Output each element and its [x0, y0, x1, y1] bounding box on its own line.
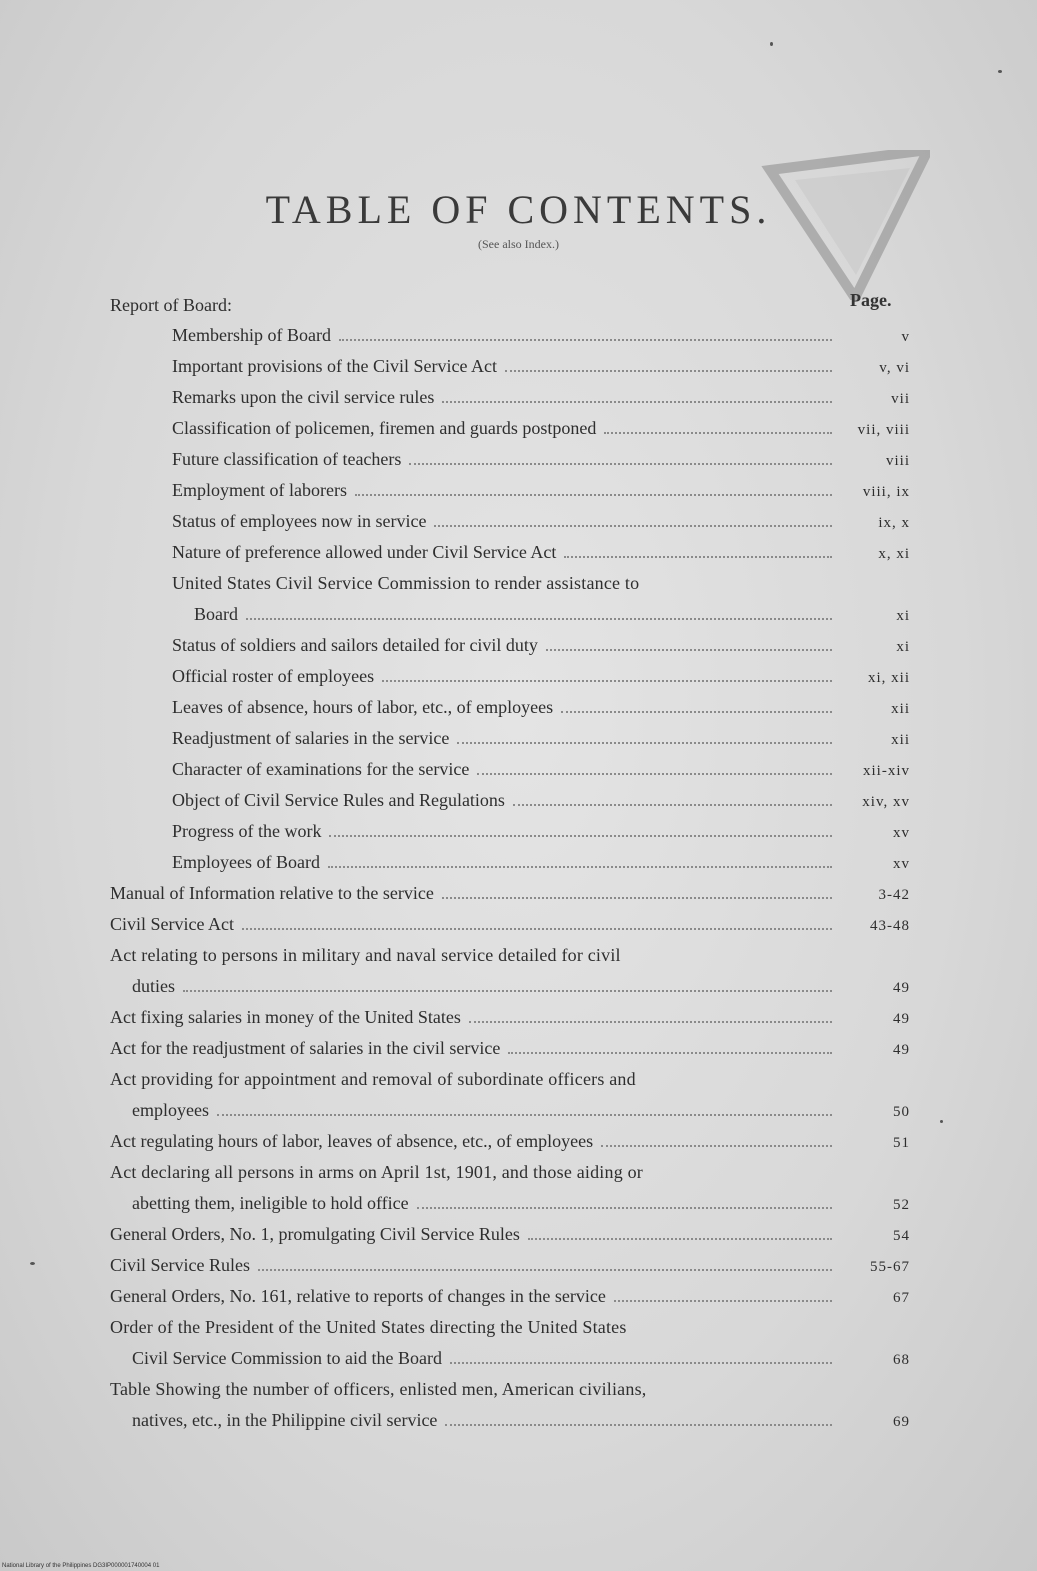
dot-leader [513, 804, 832, 806]
dot-leader [601, 1145, 832, 1147]
toc-entry-page: xi, xii [867, 670, 910, 686]
toc-entry [110, 1033, 910, 1064]
toc-entry-text: natives, etc., in the Philippine civil service [132, 1410, 438, 1430]
dot-leader [183, 990, 832, 992]
toc-entry-text: Employees of Board [172, 852, 320, 872]
toc-entry-text: General Orders, No. 161, relative to reports of changes in the service [110, 1286, 606, 1306]
toc-entry-text: Classification of policemen, firemen and guards postponed [172, 418, 597, 438]
toc-entry [110, 1250, 910, 1281]
scan-speck [940, 1120, 943, 1123]
dot-leader [417, 1207, 832, 1209]
dot-leader [442, 897, 832, 899]
toc-entry-text: Official roster of employees [172, 666, 375, 686]
dot-leader [564, 556, 832, 558]
dot-leader [246, 618, 832, 620]
toc-entry-page: v [901, 329, 910, 345]
toc-entry [110, 692, 910, 723]
toc-entry [110, 1219, 910, 1250]
dot-leader [614, 1300, 832, 1302]
toc-entry-page: xii-xiv [863, 763, 910, 779]
toc-entry [110, 1002, 910, 1033]
table-of-contents [110, 290, 910, 1436]
toc-entry [110, 444, 910, 475]
dot-leader [561, 711, 832, 713]
toc-entry-text: United States Civil Service Commission to render assistance to [172, 573, 640, 593]
toc-entry-page: 54 [893, 1228, 910, 1244]
toc-entry-page: x, xi [878, 546, 910, 562]
toc-entries [110, 320, 910, 1436]
toc-entry-page: v, vi [879, 360, 910, 376]
toc-entry-page: 55-67 [870, 1259, 910, 1275]
toc-entry [110, 506, 910, 537]
toc-entry-text: Future classification of teachers [172, 449, 402, 469]
toc-entry-text: Leaves of absence, hours of labor, etc., of employees [172, 697, 554, 717]
dot-leader [445, 1424, 832, 1426]
toc-entry-text: Status of soldiers and sailors detailed for civil duty [172, 635, 538, 655]
toc-entry-page: xv [893, 825, 910, 841]
toc-entry [110, 754, 910, 785]
toc-entry-text: Readjustment of salaries in the service [172, 728, 450, 748]
toc-entry [110, 878, 910, 909]
toc-entry-page: ix, x [878, 515, 910, 531]
toc-entry-text: Nature of preference allowed under Civil Service Act [172, 542, 557, 562]
section-heading-report-of-board: Report of Board: [110, 295, 232, 315]
toc-entry-page: xv [893, 856, 910, 872]
toc-entry [110, 413, 910, 444]
dot-leader [508, 1052, 832, 1054]
dot-leader [242, 928, 832, 930]
toc-entry-page: xii [891, 701, 910, 717]
toc-entry-text: Civil Service Commission to aid the Board [132, 1348, 442, 1368]
toc-entry-text: abetting them, ineligible to hold office [132, 1193, 409, 1213]
toc-entry-page: viii [885, 453, 910, 469]
toc-entry [110, 1312, 910, 1374]
toc-entry-text: employees [132, 1100, 209, 1120]
toc-entry-page: 3-42 [878, 887, 910, 903]
toc-entry-text: duties [132, 976, 175, 996]
dot-leader [528, 1238, 832, 1240]
toc-entry [110, 568, 910, 630]
toc-entry-text: Character of examinations for the service [172, 759, 470, 779]
scan-speck [30, 1262, 35, 1265]
toc-entry-text: Employment of laborers [172, 480, 347, 500]
toc-entry-text: Important provisions of the Civil Service Act [172, 356, 497, 376]
toc-entry-page: 52 [893, 1197, 910, 1213]
archive-footer: National Library of the Philippines DG3IP000001740004 01 [2, 1563, 160, 1569]
toc-entry-page: 51 [893, 1135, 910, 1151]
toc-entry-text: Act declaring all persons in arms on April 1st, 1901, and those aiding or [110, 1162, 644, 1182]
toc-entry-text: Object of Civil Service Rules and Regulations [172, 790, 505, 810]
toc-entry-text: Table Showing the number of officers, enlisted men, American civilians, [110, 1379, 647, 1399]
toc-entry [110, 475, 910, 506]
toc-entry [110, 1064, 910, 1126]
dot-leader [442, 401, 832, 403]
toc-entry-page: 49 [893, 1042, 910, 1058]
toc-entry [110, 847, 910, 878]
dot-leader [505, 370, 832, 372]
dot-leader [339, 339, 832, 341]
toc-entry-text: Progress of the work [172, 821, 322, 841]
toc-entry-text: Act providing for appointment and removal of subordinate officers and [110, 1069, 636, 1089]
toc-entry-text: Status of employees now in service [172, 511, 427, 531]
toc-entry-page: xii [891, 732, 910, 748]
toc-entry [110, 320, 910, 351]
toc-entry [110, 940, 910, 1002]
toc-entry-page: 49 [893, 1011, 910, 1027]
toc-entry [110, 785, 910, 816]
toc-entry-page: xi [896, 639, 910, 655]
toc-entry-page: 68 [893, 1352, 910, 1368]
toc-entry-text: Board [194, 604, 238, 624]
toc-entry-text: Membership of Board [172, 325, 331, 345]
toc-entry-text: Act regulating hours of labor, leaves of absence, etc., of employees [110, 1131, 594, 1151]
toc-entry-page: vii [891, 391, 910, 407]
dot-leader [546, 649, 832, 651]
toc-entry-text: Act relating to persons in military and naval service detailed for civil [110, 945, 621, 965]
toc-entry-page: 50 [893, 1104, 910, 1120]
toc-entry [110, 382, 910, 413]
toc-entry-text: General Orders, No. 1, promulgating Civil Service Rules [110, 1224, 520, 1244]
toc-entry [110, 351, 910, 382]
toc-entry [110, 816, 910, 847]
toc-entry [110, 723, 910, 754]
toc-entry-text: Civil Service Rules [110, 1255, 250, 1275]
scan-speck [770, 42, 773, 46]
dot-leader [604, 432, 832, 434]
dot-leader [328, 866, 832, 868]
toc-entry-text: Act fixing salaries in money of the United States [110, 1007, 461, 1027]
dot-leader [355, 494, 832, 496]
toc-entry-text: Civil Service Act [110, 914, 234, 934]
dot-leader [382, 680, 832, 682]
dot-leader [457, 742, 832, 744]
toc-entry [110, 1374, 910, 1436]
page-subtitle: (See also Index.) [478, 237, 559, 251]
page-column-label: Page. [850, 290, 892, 310]
dot-leader [477, 773, 832, 775]
dot-leader [469, 1021, 832, 1023]
toc-entry [110, 537, 910, 568]
toc-entry-text: Remarks upon the civil service rules [172, 387, 435, 407]
scan-speck [998, 70, 1002, 73]
toc-entry-page: viii, ix [862, 484, 910, 500]
toc-entry [110, 1126, 910, 1157]
toc-entry [110, 630, 910, 661]
dot-leader [450, 1362, 832, 1364]
toc-entry [110, 1157, 910, 1219]
toc-entry-text: Order of the President of the United States directing the United States [110, 1317, 627, 1337]
dot-leader [217, 1114, 832, 1116]
dot-leader [258, 1269, 832, 1271]
toc-entry-page: 69 [893, 1414, 910, 1430]
toc-entry [110, 909, 910, 940]
toc-entry-text: Act for the readjustment of salaries in the civil service [110, 1038, 501, 1058]
dot-leader [329, 835, 832, 837]
toc-entry-page: 67 [893, 1290, 910, 1306]
toc-entry-text: Manual of Information relative to the service [110, 883, 434, 903]
toc-entry-page: vii, viii [857, 422, 910, 438]
toc-entry-page: 43-48 [870, 918, 910, 934]
page-title: TABLE OF CONTENTS. [265, 187, 772, 232]
toc-entry-page: xiv, xv [862, 794, 910, 810]
toc-entry [110, 661, 910, 692]
toc-entry [110, 1281, 910, 1312]
toc-entry-page: 49 [893, 980, 910, 996]
toc-entry-page: xi [896, 608, 910, 624]
dot-leader [409, 463, 832, 465]
library-stamp [760, 150, 930, 300]
dot-leader [434, 525, 832, 527]
